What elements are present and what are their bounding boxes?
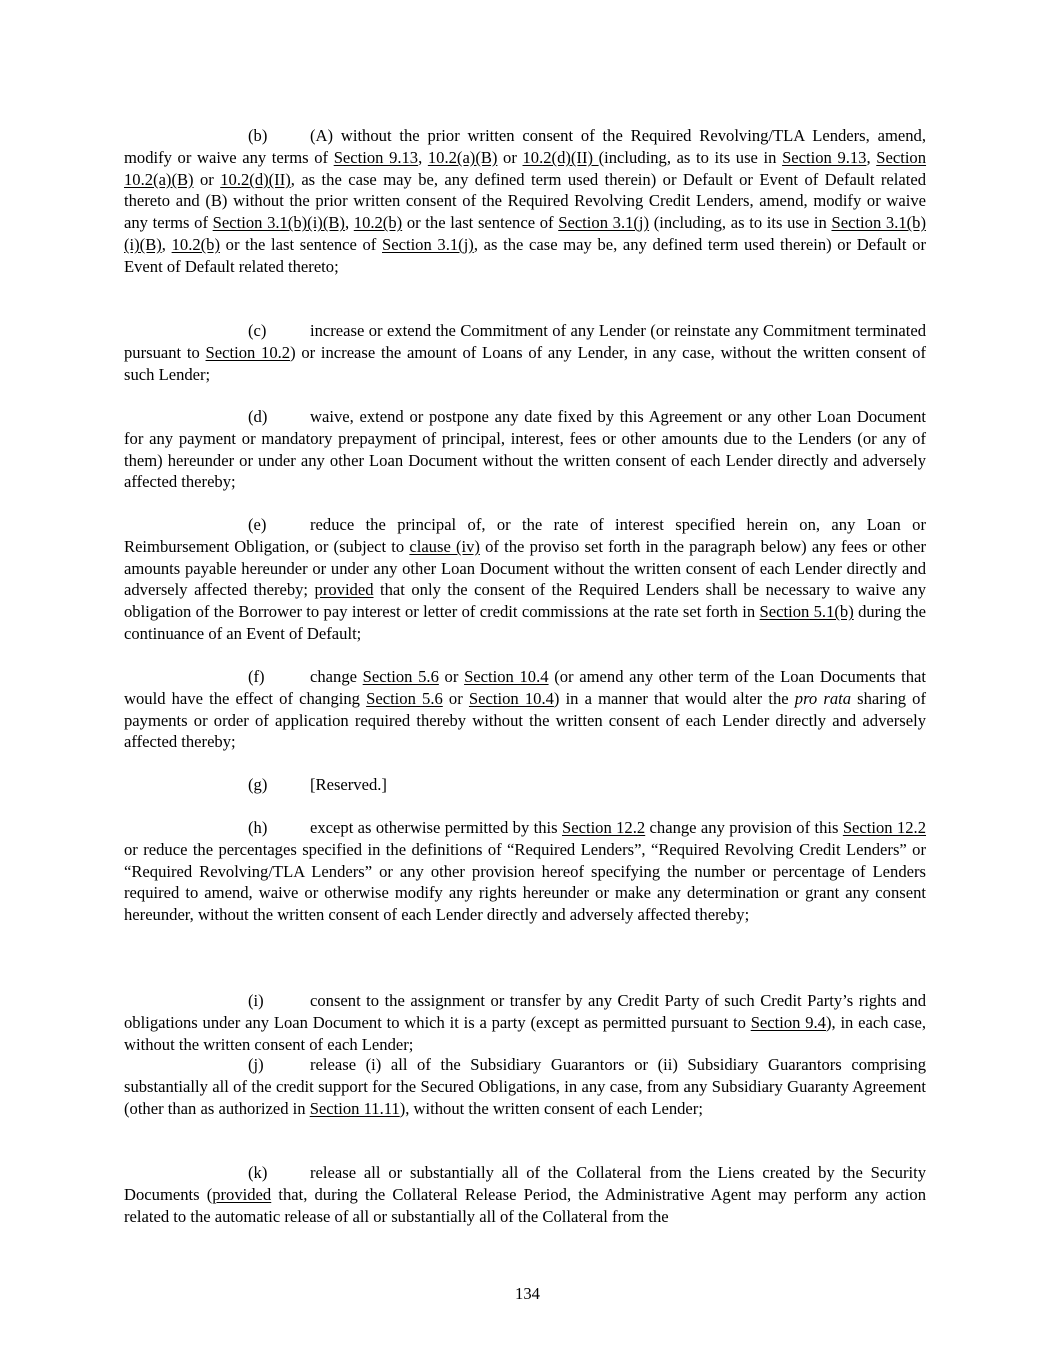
cross-reference: Section 5.1(b)	[759, 602, 854, 621]
paragraph-text: increase or extend the Commitment of any Lender (or reinstate any Commitment terminated pursuant to	[124, 321, 926, 362]
paragraph-h	[124, 817, 926, 926]
cross-reference: Section 3.1(b)(i)(B)	[124, 213, 927, 254]
paragraph-label: (g)	[248, 775, 268, 794]
cross-reference: Section 9.13	[333, 147, 419, 167]
cross-reference: 10.2(b)	[353, 213, 403, 232]
paragraph-text: of the proviso set forth in the paragraph below) any fees or other amounts payable hereunder or under any other Loan Document without the written consent of each Lender directly and adversely affected thereby;	[124, 536, 926, 600]
paragraph-text: reduce the principal of, or the rate of interest specified herein on, any Loan or Reimbursement Obligation, or (subject to	[124, 515, 926, 556]
page-number: 134	[515, 1284, 540, 1303]
paragraph-text: , as the case may be, any defined term used therein) or Default or Event of Default related thereto and (B) without the prior written consent of the Required Revolving Credit Lenders, amend, modify or waive any terms of	[124, 169, 926, 232]
cross-reference: Section 3.1(b)(i)(B)	[212, 213, 345, 232]
cross-reference: Section 5.6	[362, 667, 439, 686]
paragraph-text: or reduce the percentages specified in the definitions of “Required Lenders”, “Required Revolving Credit Lenders” or “Required Revolving/TLA Lenders” or any other provision hereof specifying the number or percentage of Lenders required to amend, waive or otherwise modify any rights hereunder or make any determination or grant any consent hereunder, without the written consent of each Lender directly and adversely affected thereby;	[124, 839, 926, 924]
cross-reference: 10.2(d)(II)	[220, 169, 291, 189]
paragraph-i	[124, 990, 926, 1055]
paragraph-text: ), in each case, without the written consent of each Lender;	[124, 1012, 926, 1054]
paragraph-label: (b)	[248, 126, 268, 145]
paragraph-label: (f)	[248, 667, 265, 686]
cross-reference: Section 10.2	[205, 342, 291, 362]
paragraph-text: release all or substantially all of the Collateral from the Liens created by the Security Documents (	[124, 1163, 926, 1204]
paragraph-e	[124, 514, 926, 645]
paragraph-label: (h)	[248, 818, 268, 837]
paragraph-text: (A) without the prior written consent of the Required Revolving/TLA Lenders, amend, modify or waive any terms of	[124, 126, 926, 167]
paragraph-label: (c)	[248, 321, 267, 340]
paragraph-text: that only the consent of the Required Lenders shall be necessary to waive any obligation of the Borrower to pay interest or letter of credit commissions at the rate set forth in	[124, 580, 926, 621]
cross-reference: provided	[314, 580, 374, 600]
paragraph-text: or the last sentence of	[402, 213, 559, 232]
cross-reference: Section 12.2	[842, 818, 927, 837]
paragraph-k	[124, 1162, 926, 1227]
paragraph-text: [Reserved.]	[310, 775, 387, 794]
paragraph-text: ,	[418, 147, 428, 167]
cross-reference: Section 10.4	[468, 688, 554, 708]
paragraph-text: ,	[866, 147, 877, 167]
paragraph-label: (j)	[248, 1055, 264, 1074]
paragraph-text: change	[310, 667, 363, 686]
paragraph-label: (k)	[248, 1163, 268, 1182]
paragraph-d	[124, 406, 926, 493]
paragraph-text: or	[497, 147, 523, 167]
cross-reference: 10.2(b)	[171, 234, 220, 254]
cross-reference: provided	[212, 1184, 272, 1204]
paragraph-text: or	[438, 667, 465, 686]
paragraph-text: or	[193, 169, 221, 189]
paragraph-label: (d)	[248, 407, 268, 426]
cross-reference: 10.2(d)(II)	[522, 147, 599, 167]
paragraph-text: (or amend any other term of the Loan Documents that would have the effect of changing	[124, 667, 927, 708]
paragraph-text: ) or increase the amount of Loans of any Lender, in any case, without the written consent of such Lender;	[124, 342, 926, 384]
paragraph-f	[124, 666, 926, 753]
paragraph-j	[124, 1054, 926, 1119]
cross-reference: Section 11.11	[309, 1098, 400, 1118]
cross-reference: Section 9.13	[782, 147, 867, 167]
cross-reference: Section 10.2(a)(B)	[124, 147, 927, 189]
paragraph-text: or	[442, 688, 469, 708]
paragraph-text: consent to the assignment or transfer by any Credit Party of such Credit Party’s rights and obligations under any Loan Document to which it is a party (except as permitted pursuant to	[124, 991, 926, 1032]
paragraph-text: except as otherwise permitted by this	[310, 818, 562, 837]
paragraph-text: ,	[344, 213, 354, 232]
cross-reference: Section 5.6	[366, 688, 443, 708]
paragraph-g	[124, 774, 926, 796]
paragraph-text: (including, as to its use in	[649, 213, 832, 232]
paragraph-text: or the last sentence of	[220, 234, 382, 254]
paragraph-text: during the continuance of an Event of Default;	[124, 602, 926, 643]
paragraph-text: ,	[161, 234, 172, 254]
paragraph-text: that, during the Collateral Release Period, the Administrative Agent may perform any action related to the automatic release of all or substantially all of the Collateral from the	[124, 1184, 926, 1226]
paragraph-text: waive, extend or postpone any date fixed by this Agreement or any other Loan Document for any payment or mandatory prepayment of principal, interest, fees or other amounts due to the Lenders (or any of them) hereunder or under any other Loan Document without the written consent of each Lender directly and adversely affected thereby;	[124, 407, 926, 492]
cross-reference: Section 9.4	[750, 1012, 826, 1032]
cross-reference: clause (iv)	[409, 536, 480, 556]
cross-reference: Section 3.1(j)	[558, 213, 650, 232]
cross-reference: Section 3.1(j)	[382, 234, 474, 254]
paragraph-label: (i)	[248, 991, 264, 1010]
paragraph-text: sharing of payments or order of application required thereby without the written consent of each Lender directly and adversely affected thereby;	[124, 688, 927, 752]
cross-reference: 10.2(a)(B)	[427, 147, 498, 167]
paragraph-text: release (i) all of the Subsidiary Guarantors or (ii) Subsidiary Guarantors comprising substantially all of the credit support for the Secured Obligations, in any case, from any Subsidiary Guaranty Agreement (other than as authorized in	[124, 1055, 926, 1118]
cross-reference: Section 10.4	[464, 667, 549, 686]
cross-reference: Section 12.2	[562, 818, 646, 837]
paragraph-c	[124, 320, 926, 385]
paragraph-text: change any provision of this	[645, 818, 843, 837]
paragraph-text: ), without the written consent of each Lender;	[399, 1098, 703, 1118]
paragraph-text: ) in a manner that would alter the	[553, 688, 795, 708]
italic-text: pro rata	[794, 688, 852, 708]
paragraph-text: (including, as to its use in	[598, 147, 783, 167]
paragraph-b	[124, 125, 926, 277]
paragraph-text: , as the case may be, any defined term used therein) or Default or Event of Default related thereto;	[124, 234, 927, 276]
paragraph-label: (e)	[248, 515, 267, 534]
